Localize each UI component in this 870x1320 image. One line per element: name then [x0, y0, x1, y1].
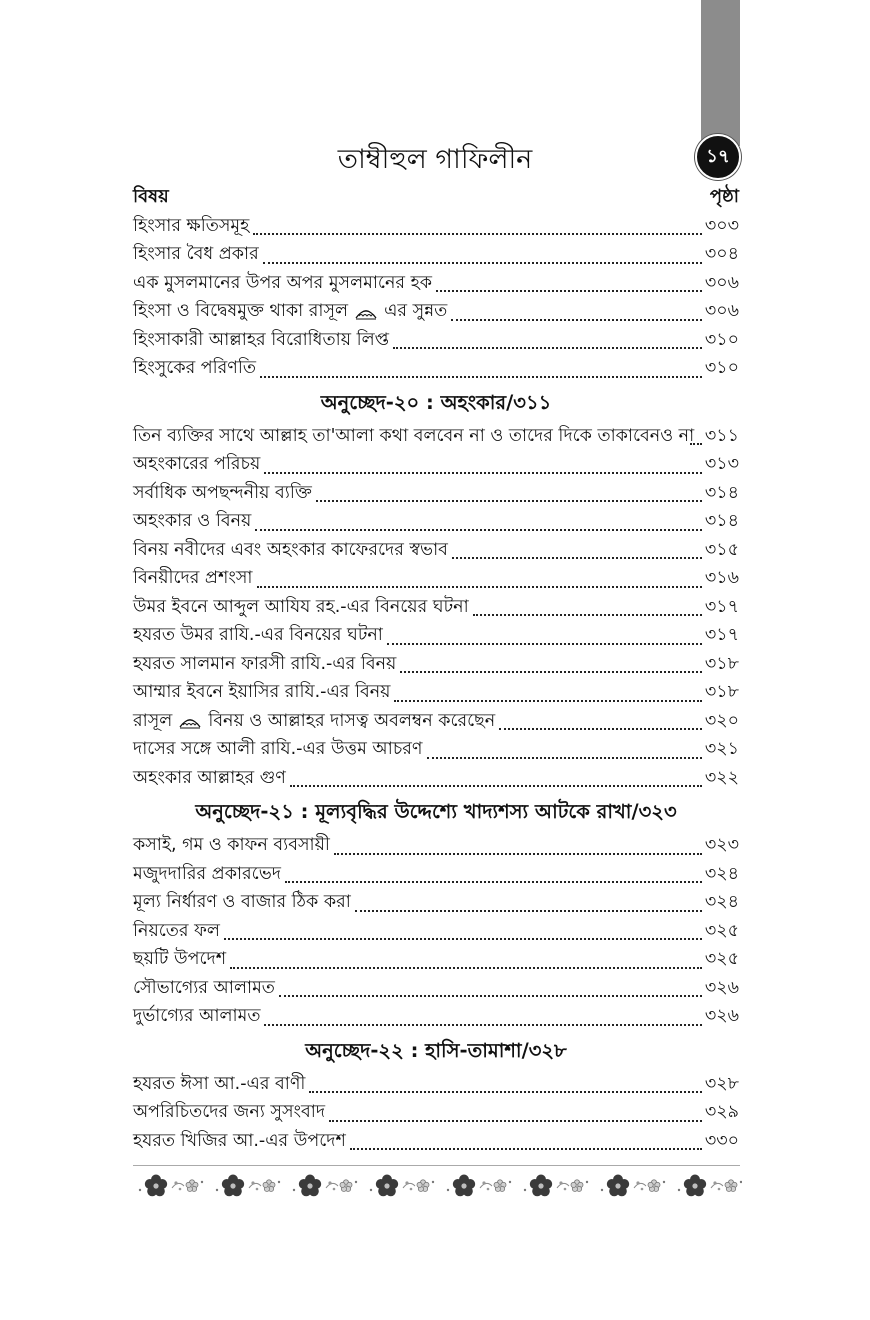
dot-leader — [355, 910, 702, 912]
entry-topic: অপরিচিতদের জন্য সুসংবাদ — [133, 1102, 326, 1123]
dot-leader — [393, 347, 702, 349]
dot-leader — [309, 1091, 701, 1093]
toc-entry — [133, 509, 739, 538]
entry-topic: অহংকারের পরিচয় — [133, 454, 261, 475]
dot-leader — [316, 500, 702, 502]
entry-topic: হিংসা ও বিদ্বেষমুক্ত থাকা রাসূল — [133, 301, 349, 322]
toc-entry — [133, 623, 739, 652]
page-number-badge: ১৭ — [695, 134, 741, 180]
dot-leader — [230, 967, 702, 969]
dot-leader — [400, 671, 702, 673]
dot-leader — [329, 1120, 702, 1122]
toc-entry — [133, 765, 739, 794]
dot-leader — [499, 728, 702, 730]
entry-page-number: ৩২৫ — [704, 920, 739, 941]
entry-page-number: ৩২৪ — [704, 863, 739, 884]
toc-entry — [133, 213, 739, 242]
entry-topic: তিন ব্যক্তির সাথে আল্লাহ তা'আলা কথা বলবেন না ও তাদের দিকে তাকাবেনও না — [133, 425, 695, 446]
entry-topic: হযরত ঈসা আ.-এর বাণী — [133, 1073, 306, 1094]
entry-topic: নিয়তের ফল — [133, 920, 220, 941]
floral-border — [130, 1171, 742, 1201]
section-heading: অনুচ্ছেদ-২২ : হাসি-তামাশা/৩২৮ — [305, 1038, 567, 1062]
dot-leader — [394, 700, 701, 702]
toc-entry — [133, 452, 739, 481]
entry-topic: হযরত সালমান ফারসী রাযি.-এর বিনয় — [133, 653, 397, 674]
entry-page-number: ৩২৮ — [704, 1073, 739, 1094]
dot-leader — [334, 853, 702, 855]
section-heading: অনুচ্ছেদ-২১ : মূল্যবৃদ্ধির উদ্দেশ্যে খাদ্যশস্য আটকে রাখা/৩২৩ — [195, 800, 677, 823]
entry-page-number: ৩১০ — [704, 358, 739, 379]
toc-entry — [133, 651, 739, 680]
toc-entry — [133, 680, 739, 709]
entry-page-number: ৩২৫ — [704, 949, 739, 970]
dot-leader — [451, 319, 702, 321]
entry-page-number: ৩১৮ — [704, 653, 739, 674]
entry-page-number: ৩১৮ — [704, 682, 739, 703]
entry-topic: অহংকার আল্লাহর গুণ — [133, 767, 286, 788]
entry-page-number: ৩১৭ — [704, 625, 739, 646]
dot-leader — [264, 472, 702, 474]
entry-topic: বিনয় নবীদের এবং অহংকার কাফেরদের স্বভাব — [133, 539, 448, 560]
entry-topic-continued: বিনয় ও আল্লাহর দাসত্ব অবলম্বন করেছেন — [208, 710, 496, 731]
footer-rule — [133, 1165, 740, 1166]
toc-entry — [133, 1100, 739, 1129]
toc-entry — [133, 861, 739, 890]
entry-topic: হিংসার বৈধ প্রকার — [133, 244, 259, 265]
dot-leader — [253, 233, 702, 235]
entry-topic: সর্বাধিক অপছন্দনীয় ব্যক্তি — [133, 482, 312, 503]
salawat-calligraphy-icon — [178, 714, 202, 730]
toc-entry — [133, 299, 739, 328]
salawat-calligraphy-icon — [354, 305, 378, 321]
entry-page-number: ৩১৪ — [704, 511, 739, 532]
entry-page-number: ৩০৬ — [704, 301, 739, 322]
toc-entry — [133, 594, 739, 623]
entry-topic: মজুদদারির প্রকারভেদ — [133, 863, 281, 884]
entry-page-number: ৩০৪ — [704, 244, 739, 265]
entry-topic: হিংসুকের পরিণতি — [133, 358, 256, 379]
toc-entry — [133, 566, 739, 595]
section-heading: অনুচ্ছেদ-২০ : অহংকার/৩১১ — [320, 390, 552, 414]
entry-topic: অহংকার ও বিনয় — [133, 511, 252, 532]
toc-entry — [133, 270, 739, 299]
toc-entry — [133, 327, 739, 356]
entry-topic: দাসের সঙ্গে আলী রাযি.-এর উত্তম আচরণ — [133, 739, 423, 760]
column-header-page: পৃষ্ঠা — [709, 185, 739, 207]
side-tab — [701, 0, 740, 146]
toc-entry — [133, 737, 739, 766]
column-header-topic: বিষয় — [133, 185, 169, 207]
running-title: তাম্বীহুল গাফিলীন — [337, 144, 533, 175]
toc-entry — [133, 918, 739, 947]
entry-topic: আম্মার ইবনে ইয়াসির রাযি.-এর বিনয় — [133, 682, 391, 703]
toc-entry — [133, 1004, 739, 1033]
entry-page-number: ৩২৯ — [704, 1102, 739, 1123]
entry-page-number: ৩১৬ — [704, 568, 739, 589]
toc-entry — [133, 975, 739, 1004]
dot-leader — [290, 785, 702, 787]
dot-leader — [350, 1148, 702, 1150]
toc-entry — [133, 1071, 739, 1100]
entry-topic: দুর্ভাগ্যের আলামত — [133, 1006, 261, 1027]
dot-leader — [387, 643, 702, 645]
entry-topic: উমর ইবনে আব্দুল আযিয রহ.-এর বিনয়ের ঘটনা — [133, 596, 469, 617]
toc-list — [133, 213, 739, 1157]
entry-topic: রাসূল — [133, 710, 173, 731]
dot-leader — [263, 262, 702, 264]
entry-page-number: ৩১৪ — [704, 482, 739, 503]
dot-leader — [264, 1024, 701, 1026]
entry-topic: সৌভাগ্যের আলামত — [133, 977, 275, 998]
dot-leader — [285, 881, 702, 883]
entry-topic: হিংসার ক্ষতিসমূহ — [133, 215, 250, 236]
entry-page-number: ৩১১ — [704, 425, 739, 446]
toc-entry — [133, 890, 739, 919]
dot-leader — [260, 376, 702, 378]
toc-entry — [133, 537, 739, 566]
entry-topic: বিনয়ীদের প্রশংসা — [133, 568, 253, 589]
entry-page-number: ৩১৩ — [704, 454, 739, 475]
entry-page-number: ৩২২ — [704, 767, 739, 788]
dot-leader — [473, 614, 702, 616]
toc-entry — [133, 480, 739, 509]
dot-leader — [224, 938, 702, 940]
entry-topic: কসাই, গম ও কাফন ব্যবসায়ী — [133, 835, 330, 856]
table-of-contents — [133, 181, 739, 1157]
entry-page-number: ৩১০ — [704, 329, 739, 350]
entry-topic: হযরত উমর রাযি.-এর বিনয়ের ঘটনা — [133, 625, 383, 646]
entry-topic: হিংসাকারী আল্লাহর বিরোধিতায় লিপ্ত — [133, 329, 389, 350]
entry-page-number: ৩২৩ — [704, 835, 739, 856]
entry-topic: ছয়টি উপদেশ — [133, 949, 227, 970]
entry-topic: এক মুসলমানের উপর অপর মুসলমানের হক — [133, 272, 433, 293]
toc-entry — [133, 1128, 739, 1157]
entry-page-number: ৩১৭ — [704, 596, 739, 617]
entry-page-number: ৩০৩ — [704, 215, 739, 236]
entry-topic: মূল্য নির্ধারণ ও বাজার ঠিক করা — [133, 892, 351, 913]
entry-topic: হযরত খিজির আ.-এর উপদেশ — [133, 1130, 346, 1151]
entry-page-number: ৩২৬ — [704, 1006, 739, 1027]
entry-page-number: ৩২৪ — [704, 892, 739, 913]
toc-entry — [133, 423, 739, 452]
entry-page-number: ৩২০ — [704, 710, 739, 731]
dot-leader — [427, 757, 702, 759]
dot-leader — [257, 586, 702, 588]
column-header-row — [133, 181, 739, 213]
entry-page-number: ৩১৫ — [704, 539, 739, 560]
entry-page-number: ৩২৬ — [704, 977, 739, 998]
entry-page-number: ৩২১ — [704, 739, 739, 760]
toc-entry — [133, 242, 739, 271]
dot-leader — [279, 995, 702, 997]
entry-topic-continued: এর সুন্নত — [384, 301, 448, 322]
toc-entry — [133, 833, 739, 862]
dot-leader — [255, 529, 702, 531]
entry-page-number: ৩০৬ — [704, 272, 739, 293]
toc-entry — [133, 356, 739, 385]
toc-entry — [133, 947, 739, 976]
entry-page-number: ৩৩০ — [704, 1130, 739, 1151]
dot-leader — [452, 557, 702, 559]
toc-entry — [133, 708, 739, 737]
dot-leader — [436, 290, 702, 292]
dot-leader — [690, 443, 702, 445]
